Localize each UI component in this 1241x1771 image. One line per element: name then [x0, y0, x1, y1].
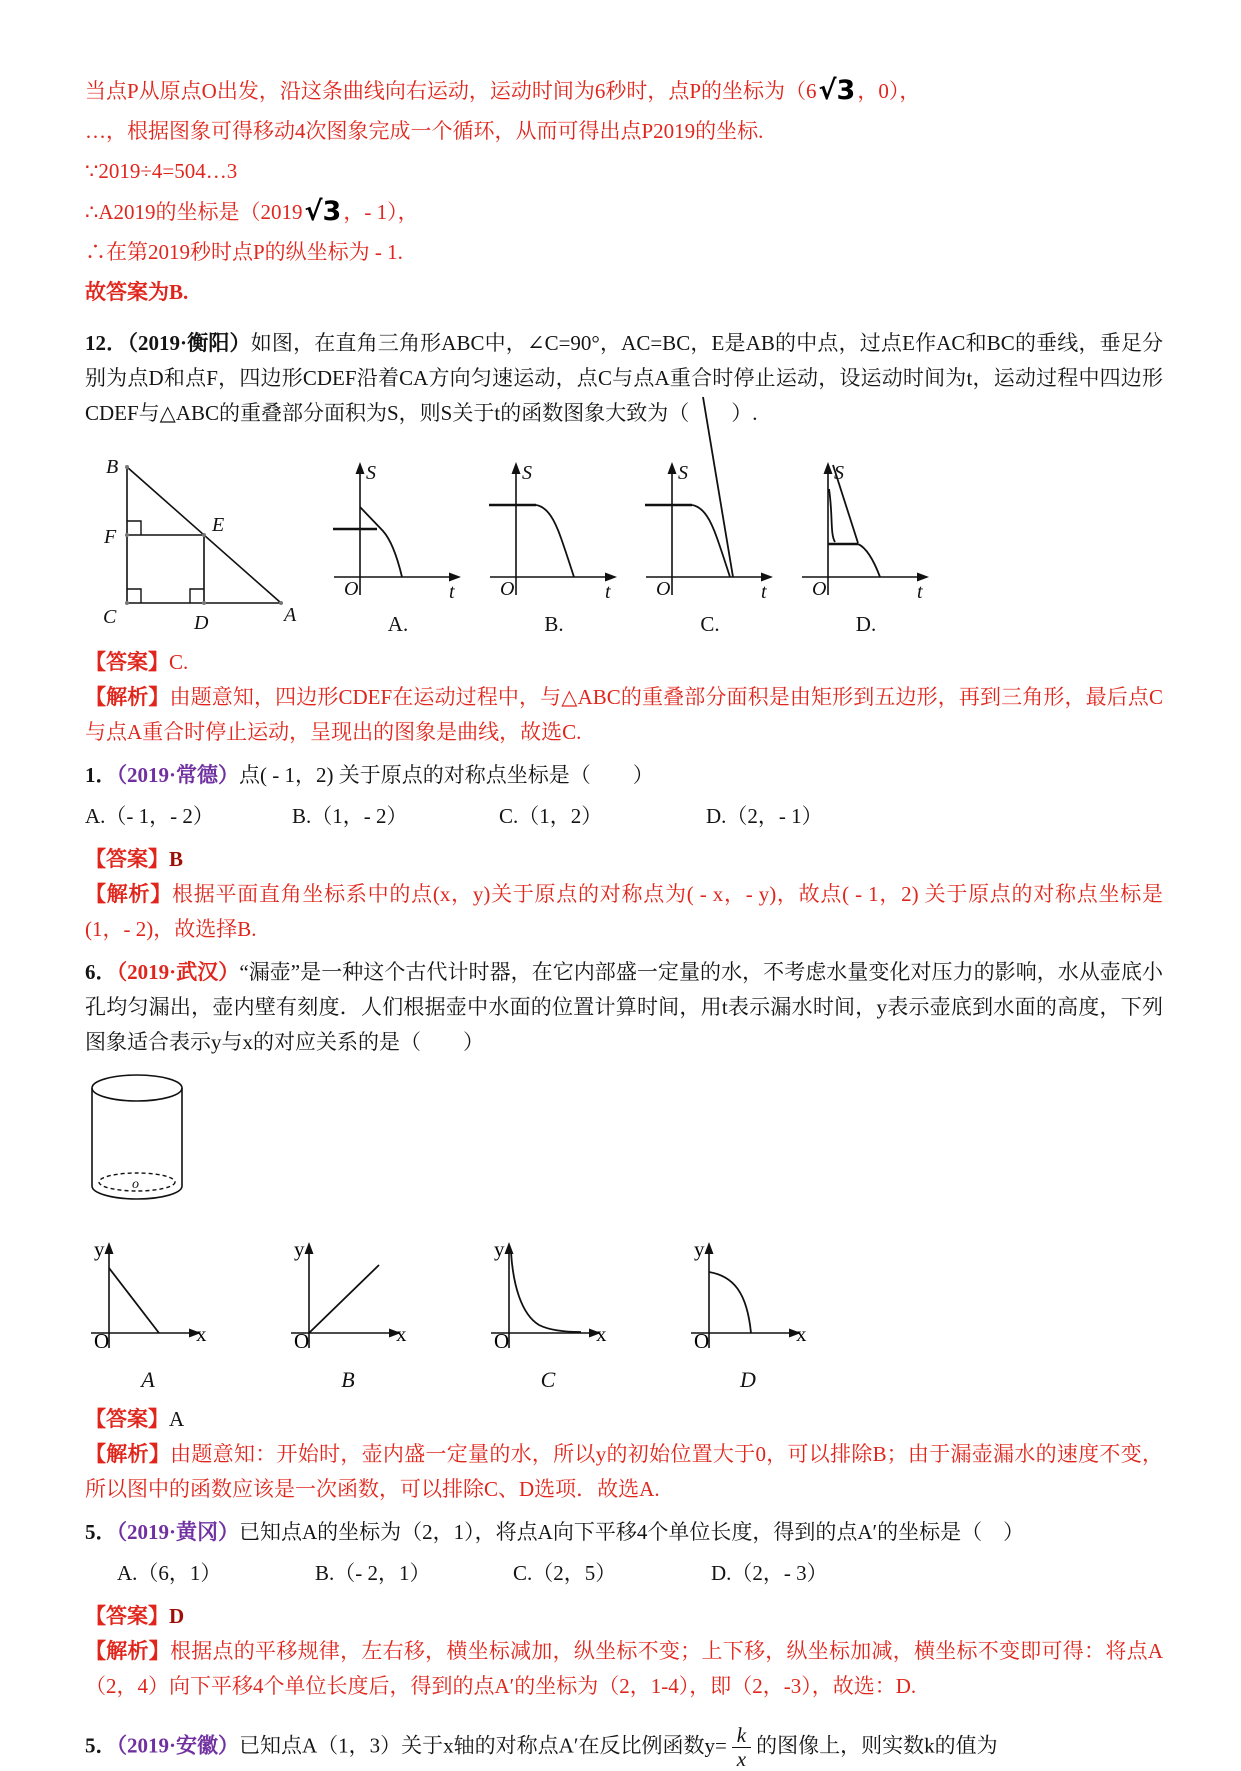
solution-line-1: 当点P从原点O出发，沿这条曲线向右运动，运动时间为6秒时，点P的坐标为（6√3，0），: [85, 75, 921, 106]
q6-cylinder-figure: [85, 1070, 1163, 1212]
vertex-label-a: A: [284, 604, 297, 626]
q12-option-graph-c: [640, 459, 780, 637]
question-source: （2019·衡阳）: [127, 331, 251, 355]
option-d: D.（2，- 3）: [711, 1561, 828, 1585]
option-c: C.（1，2）: [499, 804, 603, 828]
option-d: D.（2，- 1）: [706, 804, 823, 828]
s-axis-label: S: [366, 462, 376, 484]
option-label-a: A.: [387, 612, 409, 636]
radical-3-glyph: √3: [304, 196, 342, 227]
inverse-proportion-fraction: [732, 1724, 751, 1771]
option-label-a: A: [141, 1367, 155, 1392]
graph-b-canvas: [484, 459, 624, 611]
option-label-d: D: [740, 1367, 756, 1392]
s-axis-label: S: [678, 462, 688, 484]
x-axis-label: x: [196, 1322, 207, 1346]
vertex-label-f: F: [104, 526, 117, 548]
question-12: [85, 326, 1163, 750]
graph-a-canvas: [328, 459, 468, 611]
q12-answer-line: 【答案】C.: [85, 650, 189, 674]
q5hg-answer-line: 【答案】D: [85, 1604, 185, 1628]
option-label-b: B: [341, 1367, 355, 1392]
x-axis-label: x: [396, 1322, 407, 1346]
q12-option-graph-b: [484, 459, 624, 637]
graph-c-canvas: [485, 1238, 611, 1360]
q12-triangle-figure: [85, 445, 300, 637]
radical-3-glyph: √3: [818, 75, 856, 106]
t-axis-label: t: [917, 581, 923, 603]
right-angle-mark-c: [127, 589, 141, 603]
option-label-c: C.: [700, 612, 720, 636]
water-clock-cylinder: [85, 1070, 189, 1206]
right-angle-mark-f: [127, 521, 141, 535]
answer-value: A: [169, 1407, 185, 1431]
option-label-d: D.: [855, 612, 877, 636]
option-label-b: B.: [544, 612, 564, 636]
t-axis-label: t: [761, 581, 767, 603]
option-b: B.（- 2，1）: [315, 1561, 431, 1585]
origin-label: O: [494, 1329, 510, 1353]
solution-line-4: ∴A2019的坐标是（2019√3，- 1），: [85, 196, 419, 227]
graph-b-canvas: [285, 1238, 411, 1360]
origin-label: O: [656, 578, 671, 600]
origin-label: O: [344, 578, 359, 600]
solution-note-point-p: [85, 70, 1163, 312]
question-6: [85, 955, 1163, 1507]
q6-option-graph-a: [85, 1238, 211, 1394]
option-label-c: C: [540, 1367, 556, 1392]
y-axis-label: y: [494, 1238, 505, 1261]
solution-line-3: ∵2019÷4=504…3: [85, 159, 238, 183]
question-number: 1．: [85, 763, 117, 787]
q1-analysis-line: 【解析】根据平面直角坐标系中的点(x，y)关于原点的对称点为( - x，- y)，故点( - 1，2) 关于原点的对称点坐标是(1，- 2)，故选择B.: [85, 882, 1163, 941]
question-source: （2019·武汉）: [116, 960, 240, 984]
right-angle-mark-d: [190, 589, 204, 603]
hole-label: o: [132, 1177, 139, 1192]
option-a: A.（6，1）: [117, 1561, 222, 1585]
y-axis-label: y: [694, 1238, 705, 1261]
origin-label: O: [694, 1329, 710, 1353]
question-source: （2019·常德）: [116, 763, 240, 787]
q6-answer-line: 【答案】A: [85, 1407, 185, 1431]
s-axis-label: S: [522, 462, 532, 484]
question-1: [85, 758, 1163, 947]
y-axis-label: y: [294, 1238, 305, 1261]
question-source: （2019·安徽）: [116, 1733, 240, 1758]
solution-line-5: ∴在第2019秒时点P的纵坐标为 - 1.: [85, 240, 403, 264]
y-axis-label: y: [94, 1238, 105, 1261]
question-number: 5．: [85, 1520, 117, 1544]
answer-value: D: [169, 1604, 185, 1628]
q6-stem: 6．（2019·武汉）“漏壶”是一种这个古代计时器，在它内部盛一定量的水，不考虑水量变化对压力的影响，水从壶底小孔均匀漏出，壶内壁有刻度．人们根据壶中水面的位置计算时间，用t表示漏水时间，y表示壶底到水面的高度，下列图象适合表示y与x的对应关系的是（ ）: [85, 960, 1163, 1054]
question-number: 6．: [85, 960, 117, 984]
q5hg-stem: 5．（2019·黄冈）已知点A的坐标为（2，1），将点A向下平移4个单位长度，得到的点A′的坐标是（ ）: [85, 1520, 1025, 1544]
q6-option-graph-c: [485, 1238, 611, 1394]
q6-option-graph-b: [285, 1238, 411, 1394]
q12-option-graph-a: [328, 459, 468, 637]
origin-label: O: [94, 1329, 110, 1353]
origin-label: O: [294, 1329, 310, 1353]
q12-option-graph-d: [796, 459, 936, 637]
solution-line-2: …，根据图象可得移动4次图象完成一个循环，从而可得出点P2019的坐标.: [85, 119, 764, 143]
x-axis-label: x: [796, 1322, 807, 1346]
s-axis-label: S: [834, 462, 844, 484]
answer-value: C.: [169, 650, 189, 674]
q12-stem: 12．（2019·衡阳）如图，在直角三角形ABC中，∠C=90°，AC=BC，E是AB的中点，过点E作AC和BC的垂线，垂足分别为点D和点F，四边形CDEF沿着CA方向匀速运动，点C与点A重合时停止运动，设运动时间为t，运动过程中四边形CDEF与△ABC的重叠部分面积为S，则S关于t的函数图象大致为（ ）.: [85, 331, 1163, 425]
fraction-numerator: k: [736, 1723, 747, 1747]
q12-analysis-line: 【解析】由题意知，四边形CDEF在运动过程中，与△ABC的重叠部分面积是由矩形到五边形，再到三角形，最后点C与点A重合时停止运动，呈现出的图象是曲线，故选C.: [85, 685, 1163, 744]
origin-label: O: [500, 578, 515, 600]
q5hg-analysis-line: 【解析】根据点的平移规律，左右移，横坐标减加，纵坐标不变；上下移，纵坐标加减，横坐标不变即可得：将点A（2，4）向下平移4个单位长度后，得到的点A′的坐标为（2，1-4），即（2，-3），故选：D.: [85, 1639, 1163, 1698]
option-c: C.（2，5）: [513, 1561, 617, 1585]
q1-stem: 1．（2019·常德）点( - 1，2) 关于原点的对称点坐标是（ ）: [85, 763, 654, 787]
question-source: （2019·黄冈）: [116, 1520, 240, 1544]
vertex-label-b: B: [106, 456, 119, 478]
q6-analysis-line: 【解析】由题意知：开始时，壶内盛一定量的水，所以y的初始位置大于0，可以排除B；由于漏壶漏水的速度不变，所以图中的函数应该是一次函数，可以排除C、D选项．故选A.: [85, 1442, 1163, 1501]
vertex-label-c: C: [103, 606, 117, 628]
question-number: 5．: [85, 1733, 117, 1758]
q6-figure-row: [85, 1238, 1163, 1394]
fraction-denominator: x: [732, 1747, 751, 1771]
final-answer-line: 故答案为B.: [85, 280, 189, 304]
graph-a-canvas: [85, 1238, 211, 1360]
option-b: B.（1，- 2）: [292, 804, 408, 828]
origin-label: O: [812, 578, 827, 600]
vertex-label-d: D: [194, 612, 209, 634]
answer-value: B: [169, 847, 184, 871]
question-number: 12．: [85, 331, 128, 355]
q12-figure-row: [85, 445, 1163, 637]
x-axis-label: x: [596, 1322, 607, 1346]
vertex-label-e: E: [212, 514, 225, 536]
graph-d-canvas: [796, 459, 936, 611]
q5ah-stem: 5．（2019·安徽）已知点A（1，3）关于x轴的对称点A′在反比例函数y= $\frac{k}{x}$ 的图像上，则实数k的值为: [85, 1723, 998, 1771]
option-a: A.（- 1，- 2）: [85, 804, 214, 828]
question-5-huanggang: [85, 1515, 1163, 1704]
q5hg-options-row: [85, 1556, 1163, 1591]
graph-c-canvas: [640, 459, 780, 611]
q1-answer-line: 【答案】B: [85, 847, 184, 871]
q1-options-row: [85, 799, 1163, 834]
t-axis-label: t: [449, 581, 455, 603]
q6-option-graph-d: [685, 1238, 811, 1394]
question-5-anhui: [85, 1724, 1163, 1771]
t-axis-label: t: [605, 581, 611, 603]
graph-d-canvas: [685, 1238, 811, 1360]
